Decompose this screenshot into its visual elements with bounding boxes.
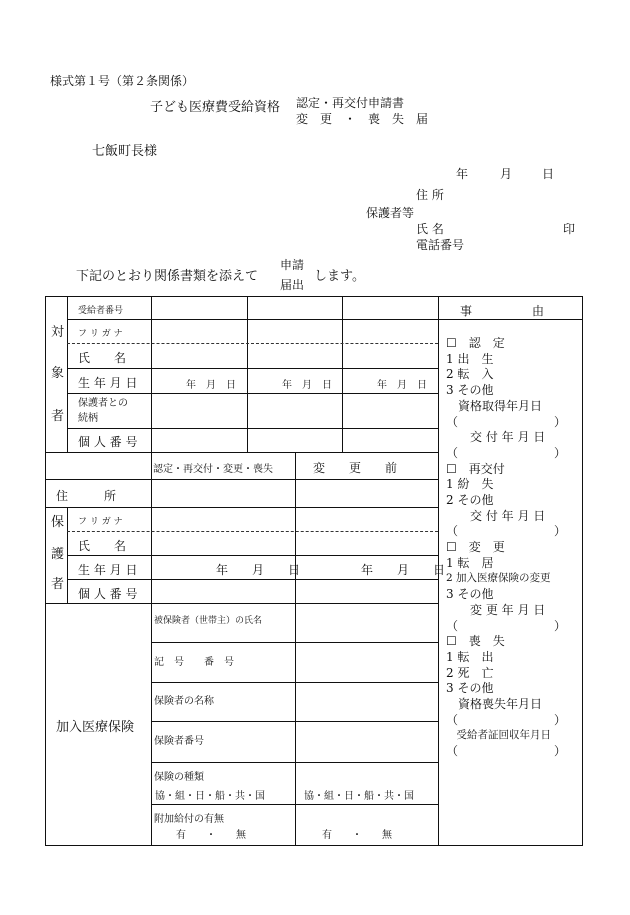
guardian-furigana-label: フ リ ガ ナ [78, 517, 123, 527]
reason-line: （ ） [446, 744, 567, 759]
target-birthdate-label: 生 年 月 日 [78, 376, 138, 390]
reason-line: 1 転 出 [446, 650, 494, 664]
applicant-name-label: 氏 名 [416, 222, 444, 236]
intro-option-apply: 申請 [280, 258, 305, 272]
target-section-char-2: 象 [51, 366, 65, 381]
guardian-birthdate-1: 年 月 日 [216, 563, 301, 577]
applicant-guardian-label: 保護者等 [366, 206, 415, 220]
reason-header: 事 由 [460, 304, 545, 318]
applicant-address-label: 住 所 [416, 188, 444, 202]
additional-benefit-label: 附加給付の有無 [154, 814, 224, 825]
seal-mark: 印 [563, 222, 576, 236]
insurer-number-label: 保険者番号 [154, 736, 204, 747]
reason-line: 資格取得年月日 [446, 398, 543, 413]
target-birthdate-3: 年 月 日 [377, 380, 427, 391]
mid-header-left: 認定・再交付・変更・喪失 [153, 464, 273, 475]
reason-line: 交 付 年 月 日 [446, 508, 546, 523]
reason-line: （ ） [446, 618, 567, 633]
reason-line: （ ） [446, 445, 567, 460]
target-my-number-label: 個 人 番 号 [78, 435, 138, 449]
form-title-line2: 変 更 ・ 喪 失 届 [296, 112, 429, 126]
guardian-section-char-1: 保 [51, 515, 65, 530]
insurance-type-label: 保険の種類 [154, 772, 204, 783]
date-month: 月 [500, 167, 513, 181]
additional-benefit-options-1: 有 ・ 無 [176, 830, 246, 841]
reason-line: 3 その他 [446, 587, 494, 602]
intro-text: 下記のとおり関係書類を添えて [76, 269, 259, 284]
guardian-section-char-2: 護 [51, 547, 65, 562]
intro-option-notify: 届出 [280, 278, 305, 292]
date-year: 年 [456, 167, 469, 181]
reason-line: 1 出 生 [446, 351, 494, 366]
insurance-section-label: 加入医療保険 [56, 720, 135, 735]
reason-line: 1 転 居 [446, 555, 494, 570]
addressee: 七飯町長様 [92, 144, 158, 159]
reason-line: 2 転 入 [446, 367, 494, 382]
reason-line: 資格喪失年月日 [446, 697, 543, 712]
guardian-birthdate-2: 年 月 日 [361, 563, 446, 577]
reason-line: （ ） [446, 524, 567, 539]
reason-line: 3 その他 [446, 681, 494, 696]
guardian-section-char-3: 者 [51, 577, 65, 592]
reason-line[interactable]: ☐ 再交付 [446, 461, 505, 476]
target-section-char-1: 対 [51, 325, 65, 340]
guardian-my-number-label: 個 人 番 号 [78, 587, 138, 601]
applicant-phone-label: 電話番号 [416, 238, 465, 252]
reason-line: 受給者証回収年月日 [446, 728, 551, 741]
reason-line: 交 付 年 月 日 [446, 430, 546, 445]
target-furigana-label: フ リ ガ ナ [78, 329, 123, 339]
reason-line: 2 加入医療保険の変更 [446, 571, 551, 584]
target-relationship-label: 保護者との 続柄 [78, 398, 128, 424]
reason-line: （ ） [446, 414, 567, 429]
intro-text-end: します。 [314, 269, 365, 284]
insurer-name-label: 保険者の名称 [154, 696, 214, 707]
form-number: 様式第１号（第２条関係） [50, 74, 195, 88]
insurance-type-options-2: 協・組・日・船・共・国 [304, 791, 414, 802]
additional-benefit-options-2: 有 ・ 無 [322, 830, 392, 841]
mid-header-right: 変 更 前 [313, 461, 398, 475]
reason-line: （ ） [446, 712, 567, 727]
address-row-label: 住 所 [56, 489, 117, 503]
target-section-char-3: 者 [51, 409, 65, 424]
reason-line[interactable]: ☐ 変 更 [446, 540, 505, 555]
reason-line[interactable]: ☐ 喪 失 [446, 634, 505, 649]
target-birthdate-2: 年 月 日 [282, 380, 332, 391]
reason-line: 2 死 亡 [446, 665, 494, 680]
form-title-main: 子ども医療費受給資格 [150, 100, 281, 115]
reason-line[interactable]: ☐ 認 定 [446, 336, 505, 350]
insured-name-label: 被保険者（世帯主）の氏名 [154, 616, 263, 626]
target-name-label: 氏 名 [78, 351, 127, 365]
reason-line: 変 更 年 月 日 [446, 602, 546, 617]
date-day: 日 [542, 167, 555, 181]
reason-line: 1 紛 失 [446, 477, 494, 492]
reason-line: 2 その他 [446, 493, 494, 507]
reason-line: 3 その他 [446, 383, 494, 398]
target-birthdate-1: 年 月 日 [186, 380, 236, 391]
target-recipient-number-label: 受給者番号 [78, 306, 124, 316]
insurance-type-options-1: 協・組・日・船・共・国 [155, 791, 265, 802]
guardian-name-label: 氏 名 [78, 539, 127, 553]
form-title-line1: 認定・再交付申請書 [296, 96, 405, 110]
guardian-birthdate-label: 生 年 月 日 [78, 563, 138, 577]
symbol-number-label: 記 号 番 号 [154, 657, 234, 668]
